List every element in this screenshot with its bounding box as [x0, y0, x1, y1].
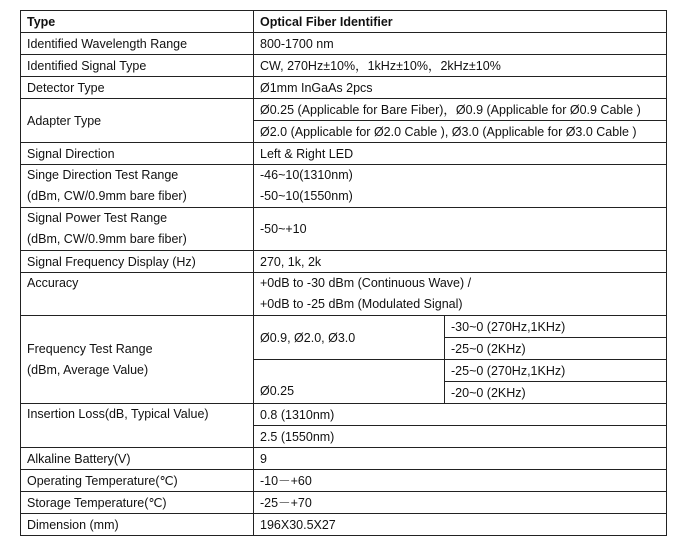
signal-direction-value: Left & Right LED	[254, 143, 667, 165]
table-row	[21, 55, 667, 77]
frequency-test-group-b-value-2: -20~0 (2KHz)	[445, 382, 667, 404]
frequency-test-group-a-value-1: -30~0 (270Hz,1KHz)	[445, 316, 667, 338]
direction-test-label-line-1: Singe Direction Test Range	[27, 168, 179, 182]
wavelength-label: Identified Wavelength Range	[21, 33, 254, 55]
table-row	[21, 208, 667, 251]
insertion-loss-value-2: 2.5 (1550nm)	[254, 426, 667, 448]
insertion-loss-label-text: Insertion Loss(dB, Typical Value)	[27, 407, 209, 421]
power-test-label	[21, 208, 254, 251]
accuracy-value	[254, 273, 667, 316]
table-row	[21, 77, 667, 99]
table-row	[21, 404, 667, 426]
product-name-header: Optical Fiber Identifier	[254, 11, 667, 33]
power-test-value: -50~+10	[254, 208, 667, 251]
insertion-loss-value-1: 0.8 (1310nm)	[254, 404, 667, 426]
power-test-label-line-2: (dBm, CW/0.9mm bare fiber)	[27, 232, 187, 246]
frequency-test-group-a: Ø0.9, Ø2.0, Ø3.0	[254, 316, 445, 360]
table-row	[21, 251, 667, 273]
adapter-label: Adapter Type	[21, 99, 254, 143]
spec-table	[20, 10, 667, 536]
frequency-test-group-a-value-2: -25~0 (2KHz)	[445, 338, 667, 360]
accuracy-label	[21, 273, 254, 316]
direction-test-value-line-1: -46~10(1310nm)	[260, 168, 353, 182]
operating-temp-label: Operating Temperature(℃)	[21, 470, 254, 492]
table-row	[21, 165, 667, 208]
adapter-value-1: Ø0.25 (Applicable for Bare Fiber)，Ø0.9 (Applicable for Ø0.9 Cable )	[254, 99, 667, 121]
power-test-label-line-1: Signal Power Test Range	[27, 211, 168, 225]
frequency-test-group-b: Ø0.25	[254, 360, 445, 404]
table-row	[21, 316, 667, 338]
signal-type-label: Identified Signal Type	[21, 55, 254, 77]
storage-temp-label: Storage Temperature(℃)	[21, 492, 254, 514]
accuracy-value-line-2: +0dB to -25 dBm (Modulated Signal)	[260, 297, 463, 311]
header-row	[21, 11, 667, 33]
table-row	[21, 273, 667, 316]
battery-value: 9	[254, 448, 667, 470]
table-row	[21, 99, 667, 121]
signal-direction-label: Signal Direction	[21, 143, 254, 165]
direction-test-label	[21, 165, 254, 208]
table-row	[21, 470, 667, 492]
direction-test-label-line-2: (dBm, CW/0.9mm bare fiber)	[27, 189, 187, 203]
table-row	[21, 514, 667, 536]
dimension-label: Dimension (mm)	[21, 514, 254, 536]
direction-test-value-line-2: -50~10(1550nm)	[260, 189, 353, 203]
accuracy-value-line-1: +0dB to -30 dBm (Continuous Wave) /	[260, 276, 472, 290]
battery-label: Alkaline Battery(V)	[21, 448, 254, 470]
table-row	[21, 33, 667, 55]
frequency-test-label-line-2: (dBm, Average Value)	[27, 362, 149, 377]
direction-test-value	[254, 165, 667, 208]
frequency-test-group-b-value-1: -25~0 (270Hz,1KHz)	[445, 360, 667, 382]
operating-temp-value: -10－+60	[254, 470, 667, 492]
type-header: Type	[21, 11, 254, 33]
storage-temp-value: -25－+70	[254, 492, 667, 514]
detector-value: Ø1mm InGaAs 2pcs	[254, 77, 667, 99]
adapter-value-2: Ø2.0 (Applicable for Ø2.0 Cable ), Ø3.0 (Applicable for Ø3.0 Cable )	[254, 121, 667, 143]
dimension-value: 196X30.5X27	[254, 514, 667, 536]
frequency-display-value: 270, 1k, 2k	[254, 251, 667, 273]
insertion-loss-label	[21, 404, 254, 448]
accuracy-label-text: Accuracy	[27, 276, 79, 290]
detector-label: Detector Type	[21, 77, 254, 99]
frequency-test-label	[21, 316, 254, 404]
wavelength-value: 800-1700 nm	[254, 33, 667, 55]
frequency-test-label-line-1: Frequency Test Range	[27, 341, 153, 356]
table-row	[21, 492, 667, 514]
frequency-display-label: Signal Frequency Display (Hz)	[21, 251, 254, 273]
table-row	[21, 143, 667, 165]
table-row	[21, 448, 667, 470]
signal-type-value: CW, 270Hz±10%，1kHz±10%，2kHz±10%	[254, 55, 667, 77]
